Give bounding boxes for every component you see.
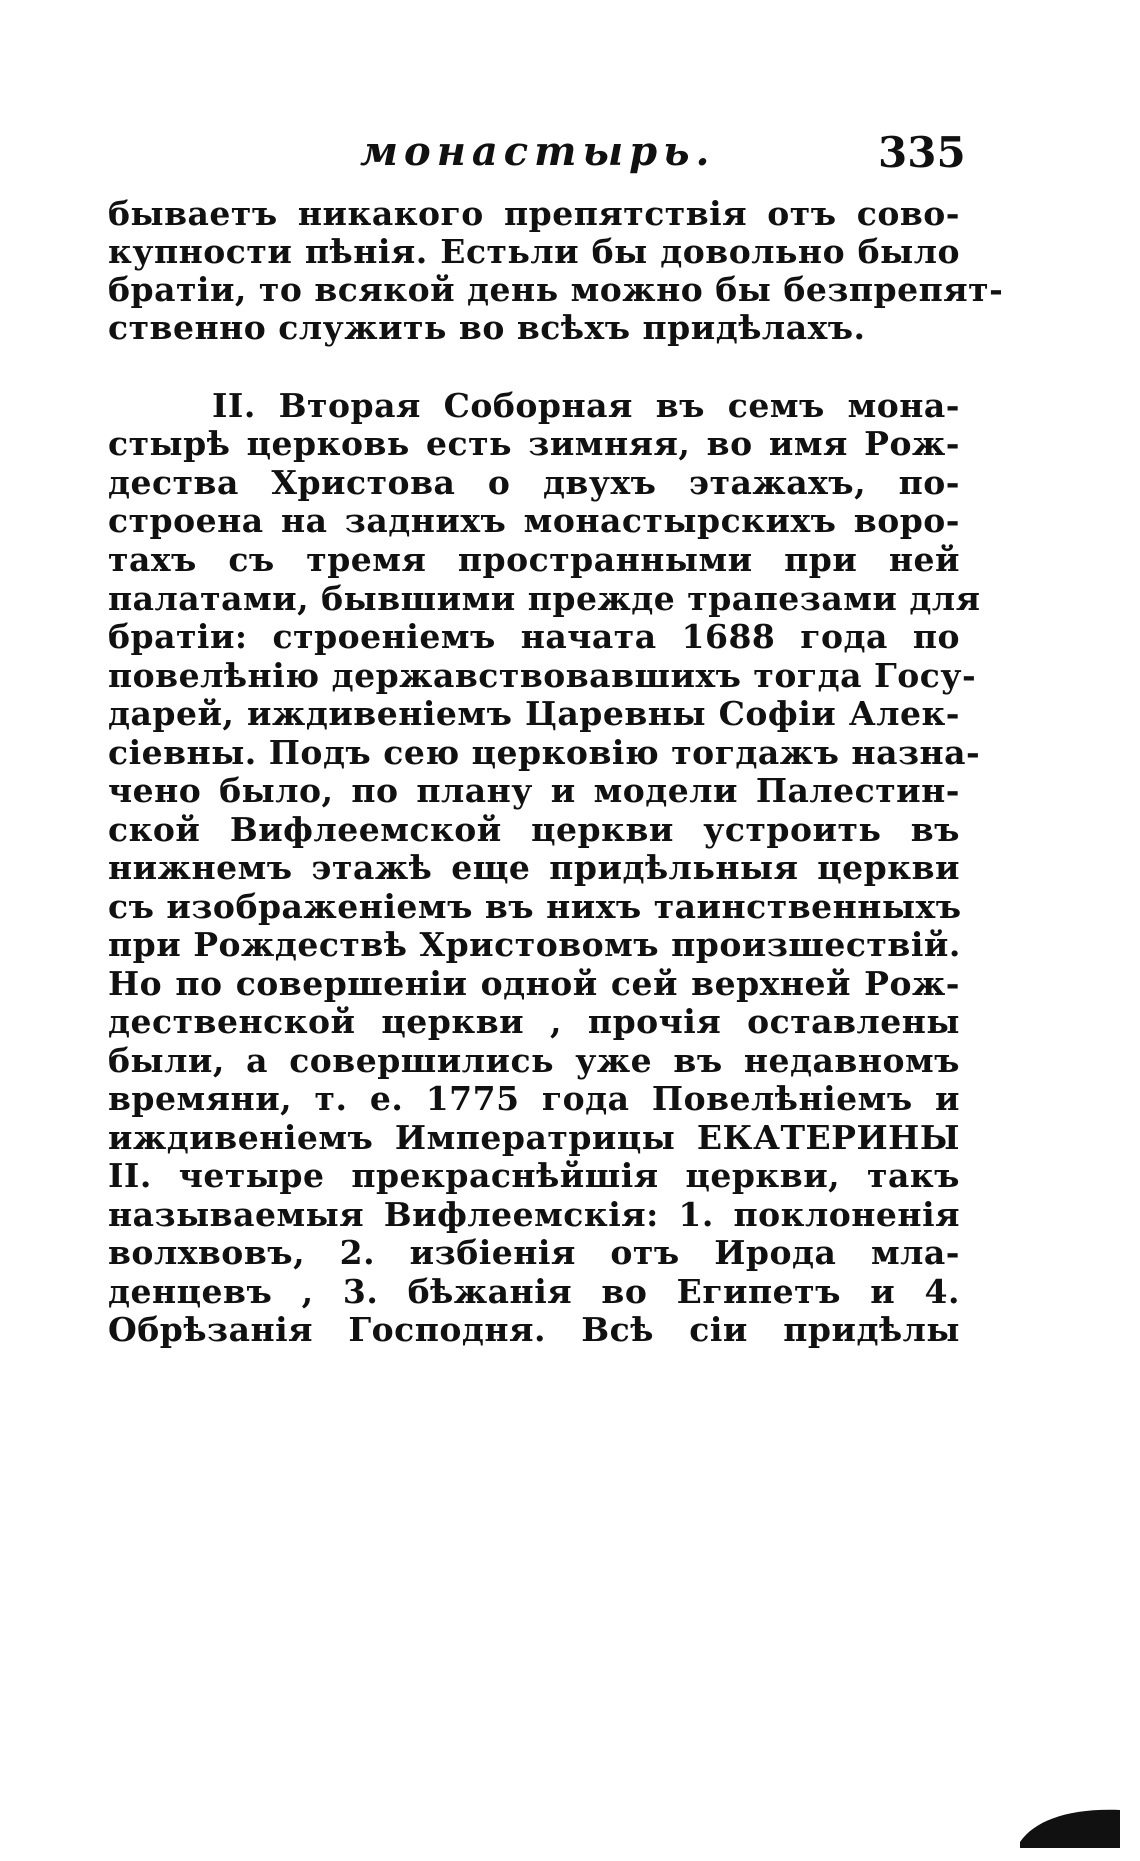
page-number: 335 [878,128,966,177]
text-line: повелѣнію державствовавшихъ тогда Госу- [108,656,977,695]
text-line: денцевъ , 3. бѣжанія во Египетъ и 4. [108,1272,960,1311]
text-line: тахъ съ тремя пространными при ней [108,540,960,579]
text-line: строена на заднихъ монастырскихъ воро- [108,501,960,540]
text-line: дества Христова о двухъ этажахъ, по- [108,463,960,502]
text-line: купности пѣнія. Естьли бы довольно было [108,232,960,271]
text-line: ской Вифлеемской церкви устроить въ [108,810,960,849]
text-line: стырѣ церковь есть зимняя, во имя Рож- [108,424,960,463]
text-line: II. четыре прекраснѣйшія церкви, такъ [108,1156,960,1195]
text-line: времяни, т. е. 1775 года Повелѣніемъ и [108,1079,960,1118]
text-line: братіи: строеніемъ начата 1688 года по [108,617,960,656]
text-line: при Рождествѣ Христовомъ произшествій. [108,925,961,964]
text-line: волхвовъ, 2. избіенія отъ Ирода мла- [108,1233,960,1272]
text-line: иждивеніемъ Императрицы ЕКАТЕРИНЫ [108,1118,960,1157]
text-line: братіи, то всякой день можно бы безпрепят- [108,270,1004,309]
text-line: дественской церкви , прочія оставлены [108,1002,960,1041]
text-line: съ изображеніемъ въ нихъ таинственныхъ [108,887,962,926]
text-line: Обрѣзанія Господня. Всѣ сіи придѣлы [108,1310,960,1349]
text-line: палатами, бывшими прежде трапезами для [108,579,981,618]
page-edge-mark [1015,1800,1125,1850]
text-line: II. Вторая Соборная въ семъ мона- [212,386,960,425]
text-line: сіевны. Подъ сею церковію тогдажъ назна- [108,733,981,772]
text-line: называемыя Вифлеемскія: 1. поклоненія [108,1195,960,1234]
text-line: чено было, по плану и модели Палестин- [108,771,960,810]
text-line: ственно служить во всѣхъ придѣлахъ. [108,308,866,347]
text-line: Но по совершеніи одной сей верхней Рож- [108,964,960,1003]
text-line: дарей, иждивеніемъ Царевны Софіи Алек- [108,694,960,733]
running-head: монастырь. [360,128,716,175]
text-line: нижнемъ этажѣ еще придѣльныя церкви [108,848,960,887]
text-line: были, а совершились уже въ недавномъ [108,1041,960,1080]
text-line: бываетъ никакого препятствія отъ сово- [108,194,960,233]
